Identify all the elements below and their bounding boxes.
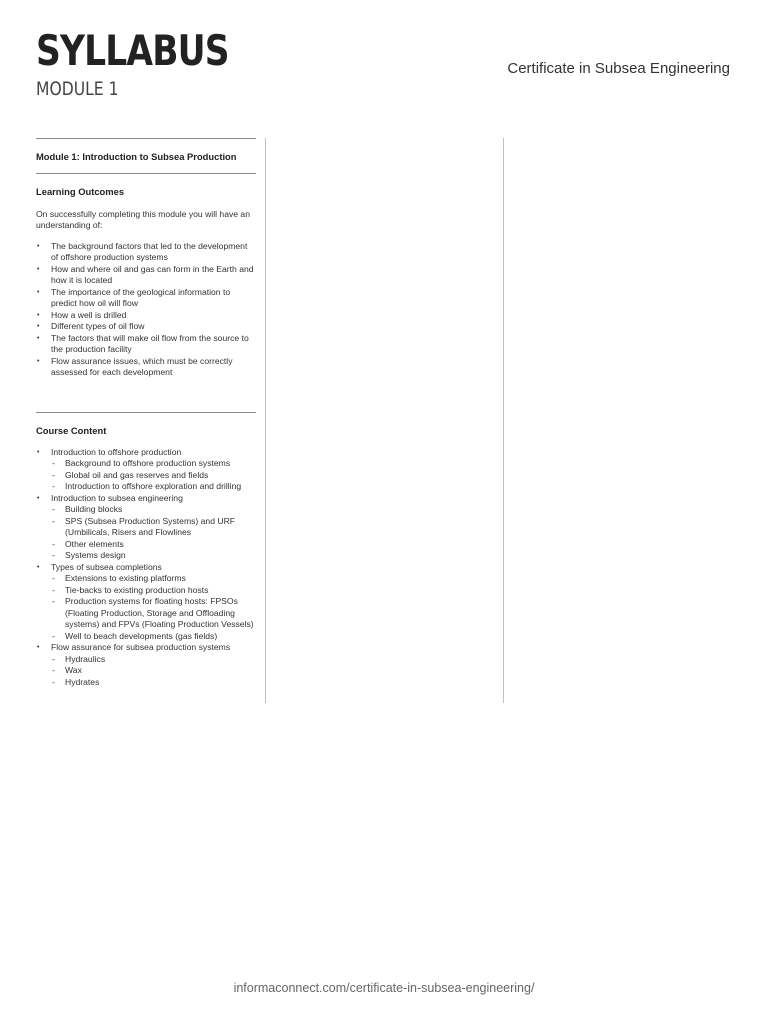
- sub-item: - Hydrates: [51, 677, 256, 689]
- divider: [36, 138, 256, 139]
- section-heading: Course Content: [36, 424, 107, 436]
- footer-url[interactable]: informaconnect.com/certificate-in-subsea-engineering/: [233, 981, 535, 995]
- sub-item: - Well to beach developments (gas fields): [51, 631, 256, 643]
- column-divider-2: [503, 138, 504, 703]
- module-label: MODULE 1: [36, 78, 119, 100]
- list-item: [36, 642, 256, 688]
- page-title: SYLLABUS: [36, 26, 229, 75]
- list-item: • How a well is drilled: [36, 310, 256, 322]
- course-content-section: [36, 425, 256, 689]
- sub-item: - Extensions to existing platforms: [51, 573, 256, 585]
- list-item: [36, 562, 256, 643]
- sub-item: - Introduction to offshore exploration and drilling: [51, 481, 256, 493]
- intro-text: On successfully completing this module you will have an understanding of:: [36, 208, 250, 231]
- list-item: [36, 493, 256, 562]
- item-label: Introduction to subsea engineering: [51, 492, 183, 503]
- learning-outcomes-section: [36, 186, 256, 378]
- column-divider-1: [265, 138, 266, 703]
- sub-item: - Tie-backs to existing production hosts: [51, 585, 256, 597]
- sub-item: - SPS (Subsea Production Systems) and URF (Umbilicals, Risers and Flowlines: [51, 516, 256, 539]
- item-label: Types of subsea completions: [51, 561, 162, 572]
- list-item: • The importance of the geological information to predict how oil will flow: [36, 287, 256, 310]
- sub-item: - Production systems for floating hosts: FPSOs (Floating Production, Storage and Offloading systems) and FPVs (Floating Production Vessels): [51, 596, 256, 631]
- sub-item: - Global oil and gas reserves and fields: [51, 470, 256, 482]
- section-heading: Learning Outcomes: [36, 186, 125, 198]
- sub-item: - Wax: [51, 665, 256, 677]
- divider: [36, 412, 256, 413]
- list-item: • The background factors that led to the development of offshore production systems: [36, 241, 256, 264]
- list-item: • The factors that will make oil flow from the source to the production facility: [36, 333, 256, 356]
- outcomes-list: [36, 241, 256, 379]
- sub-item: - Building blocks: [51, 504, 256, 516]
- item-label: Introduction to offshore production: [51, 446, 182, 457]
- content-column: [36, 138, 256, 688]
- sub-item: - Systems design: [51, 550, 256, 562]
- module-title: Module 1: Introduction to Subsea Production: [36, 151, 237, 162]
- sub-item: - Background to offshore production systems: [51, 458, 256, 470]
- sub-item: - Other elements: [51, 539, 256, 551]
- divider: [36, 173, 256, 174]
- list-item: • How and where oil and gas can form in the Earth and how it is located: [36, 264, 256, 287]
- list-item: • Flow assurance issues, which must be correctly assessed for each development: [36, 356, 256, 379]
- list-item: • Different types of oil flow: [36, 321, 256, 333]
- sub-item: - Hydraulics: [51, 654, 256, 666]
- course-name: Certificate in Subsea Engineering: [507, 60, 730, 77]
- item-label: Flow assurance for subsea production systems: [51, 642, 231, 653]
- list-item: [36, 447, 256, 493]
- content-list: [36, 447, 256, 689]
